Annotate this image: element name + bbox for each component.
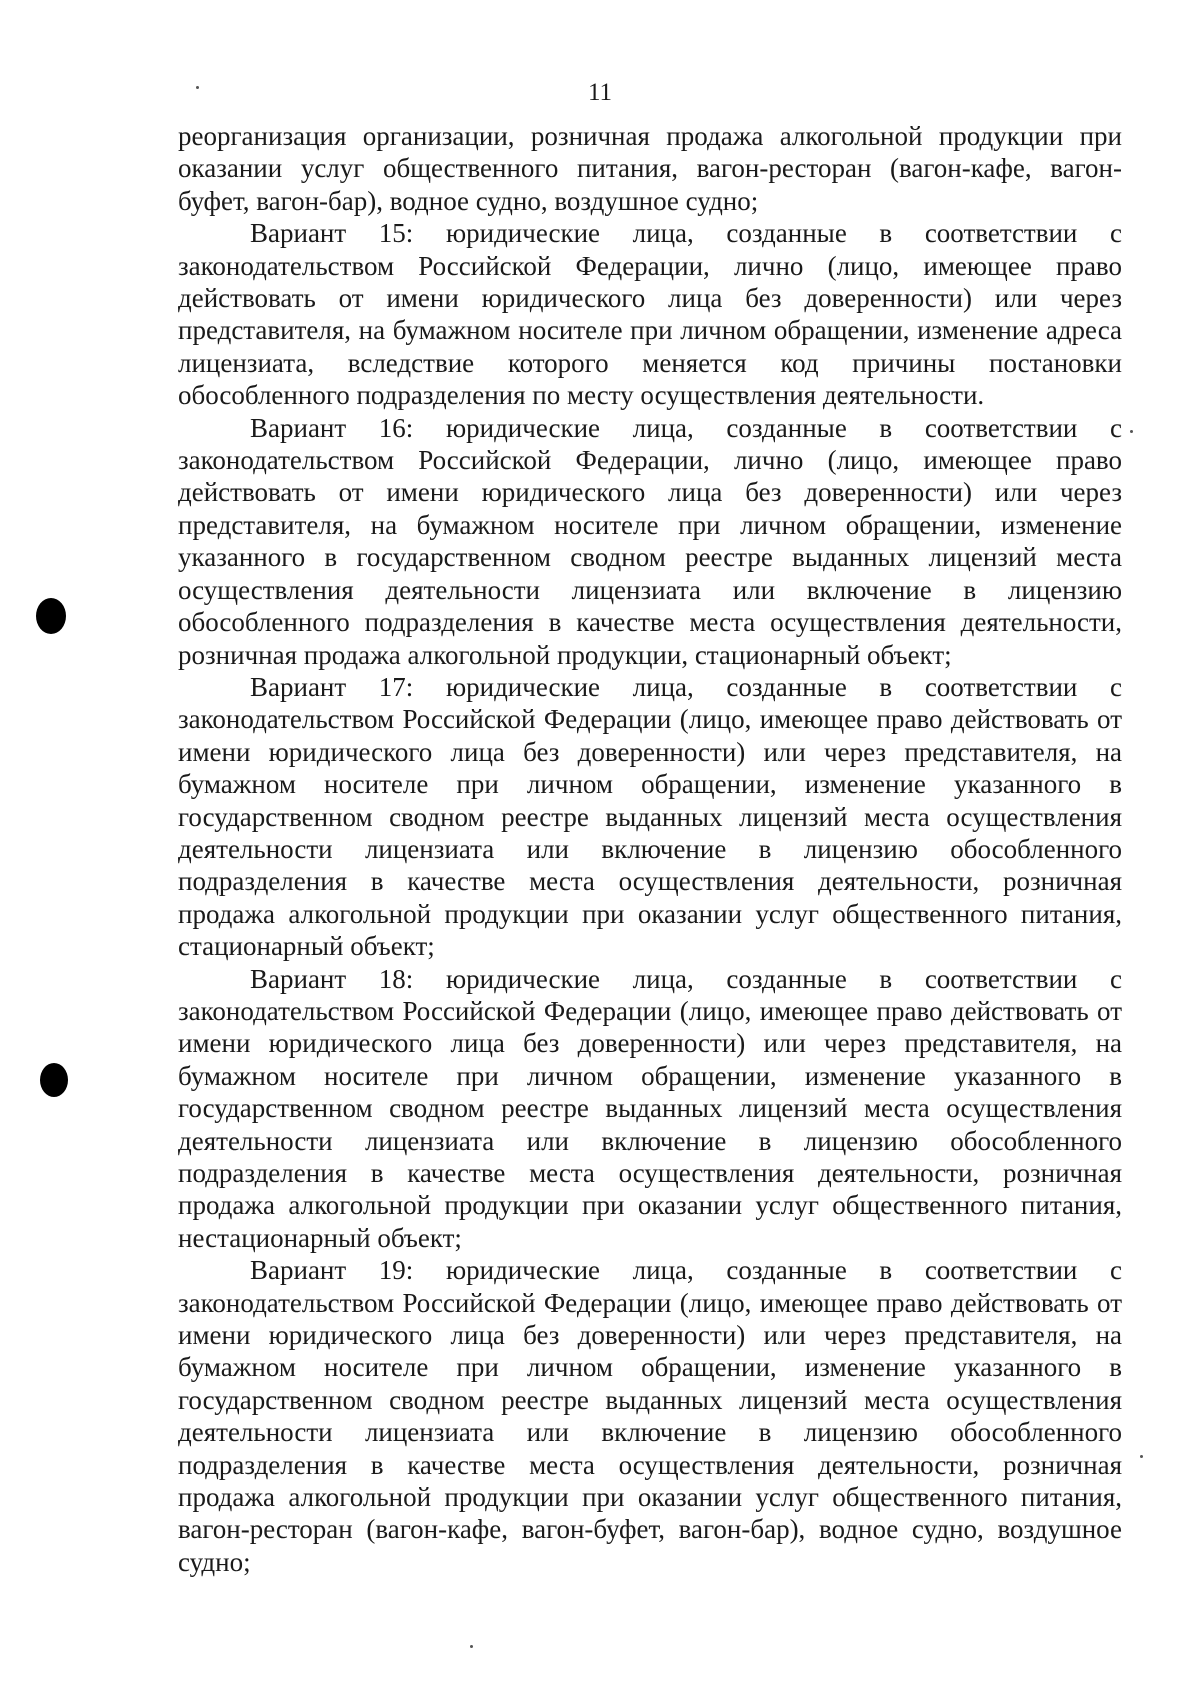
scan-speck xyxy=(470,1645,473,1648)
punch-hole-bottom xyxy=(40,1063,68,1097)
paragraph-variant-19: Вариант 19: юридические лица, созданные в соответствии с законодательством Российской Федерации (лицо, имеющее право действовать от имени юридического лица без доверенности) или через представителя, на бумажном носителе при личном обращении, изменение указанного в государственном сводном реестре выданных лицензий места осуществления деятельности лицензиата или включение в лицензию обособленного подразделения в качестве места осуществления деятельности, розничная продажа алкогольной продукции при оказании услуг общественного питания, вагон-ресторан (вагон-кафе, вагон-буфет, вагон-бар), водное судно, воздушное судно; xyxy=(178,1255,1122,1577)
paragraph-variant-15: Вариант 15: юридические лица, созданные в соответствии с законодательством Российской Федерации, лично (лицо, имеющее право действовать от имени юридического лица без доверенности) или через представителя, на бумажном носителе при личном обращении, изменение адреса лицензиата, вследствие которого меняется код причины постановки обособленного подразделения по месту осуществления деятельности. xyxy=(178,218,1122,411)
scan-speck xyxy=(196,86,199,89)
scan-speck xyxy=(1130,430,1133,433)
paragraph-variant-18: Вариант 18: юридические лица, созданные в соответствии с законодательством Российской Федерации (лицо, имеющее право действовать от имени юридического лица без доверенности) или через представителя, на бумажном носителе при личном обращении, изменение указанного в государственном сводном реестре выданных лицензий места осуществления деятельности лицензиата или включение в лицензию обособленного подразделения в качестве места осуществления деятельности, розничная продажа алкогольной продукции при оказании услуг общественного питания, нестационарный объект; xyxy=(178,963,1122,1253)
paragraph-variant-16: Вариант 16: юридические лица, созданные в соответствии с законодательством Российской Федерации, лично (лицо, имеющее право действовать от имени юридического лица без доверенности) или через представителя, на бумажном носителе при личном обращении, изменение указанного в государственном сводном реестре выданных лицензий места осуществления деятельности лицензиата или включение в лицензию обособленного подразделения в качестве места осуществления деятельности, розничная продажа алкогольной продукции, стационарный объект; xyxy=(178,412,1122,670)
punch-hole-top xyxy=(36,598,66,634)
scan-speck xyxy=(1140,1455,1143,1458)
paragraph-variant-17: Вариант 17: юридические лица, созданные в соответствии с законодательством Российской Федерации (лицо, имеющее право действовать от имени юридического лица без доверенности) или через представителя, на бумажном носителе при личном обращении, изменение указанного в государственном сводном реестре выданных лицензий места осуществления деятельности лицензиата или включение в лицензию обособленного подразделения в качестве места осуществления деятельности, розничная продажа алкогольной продукции при оказании услуг общественного питания, стационарный объект; xyxy=(178,671,1122,962)
paragraph-continuation: реорганизация организации, розничная продажа алкогольной продукции при оказании услуг общественного питания, вагон-ресторан (вагон-кафе, вагон-буфет, вагон-бар), водное судно, воздушное судно; xyxy=(178,121,1122,216)
page-number: 11 xyxy=(587,79,613,106)
document-body xyxy=(178,120,1122,1578)
